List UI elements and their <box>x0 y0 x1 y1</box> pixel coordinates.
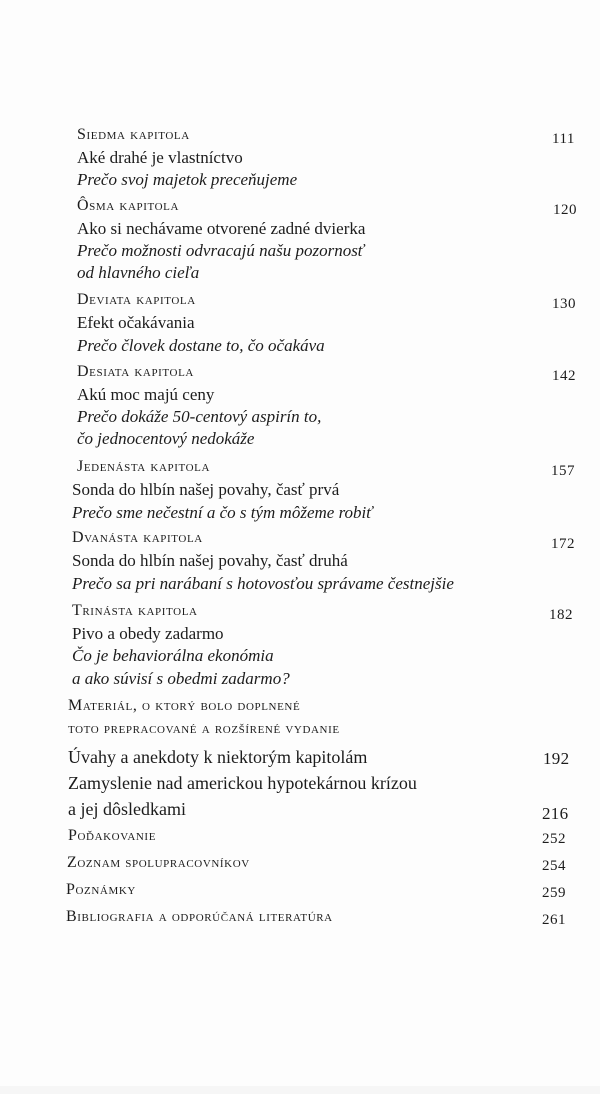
chapter-title: Ako si nechávame otvorené zadné dvierka <box>77 219 366 238</box>
chapter-heading: Jedenásta kapitola <box>77 458 210 475</box>
chapter-subtitle: od hlavného cieľa <box>77 263 200 282</box>
back-matter-title: Poďakovanie <box>68 827 157 844</box>
chapter-heading: Ôsma kapitola <box>77 197 179 214</box>
page-number: 259 <box>542 885 566 901</box>
chapter-subtitle: Prečo človek dostane to, čo očakáva <box>77 336 325 355</box>
chapter-title: Pivo a obedy zadarmo <box>72 624 224 643</box>
appendix-heading: Materiál, o ktorý bolo doplnené <box>68 697 301 714</box>
chapter-subtitle: Prečo sa pri narábaní s hotovosťou správame čestnejšie <box>72 574 454 593</box>
chapter-title: Sonda do hlbín našej povahy, časť druhá <box>72 551 348 570</box>
chapter-title: Efekt očakávania <box>77 313 195 332</box>
page-number: 157 <box>551 463 575 479</box>
chapter-title: Aké drahé je vlastníctvo <box>77 148 243 167</box>
appendix-heading: toto prepracované a rozšírené vydanie <box>68 720 340 737</box>
page-number: 111 <box>552 131 575 147</box>
back-matter-title: Bibliografia a odporúčaná literatúra <box>66 908 333 925</box>
chapter-subtitle: čo jednocentový nedokáže <box>77 429 255 448</box>
chapter-subtitle: Prečo svoj majetok preceňujeme <box>77 170 298 189</box>
page-number: 142 <box>552 368 576 384</box>
chapter-title: Akú moc majú ceny <box>77 385 215 404</box>
chapter-subtitle: Prečo dokáže 50-centový aspirín to, <box>77 407 322 426</box>
appendix-item-title: a jej dôsledkami <box>68 799 186 819</box>
page-number: 216 <box>542 804 569 823</box>
page-number: 254 <box>542 858 566 874</box>
chapter-subtitle: a ako súvisí s obedmi zadarmo? <box>72 669 290 688</box>
appendix-item-title: Zamyslenie nad americkou hypotekárnou krízou <box>68 773 417 793</box>
back-matter-title: Poznámky <box>66 881 136 898</box>
chapter-title: Sonda do hlbín našej povahy, časť prvá <box>72 480 340 499</box>
page-number: 130 <box>552 296 576 312</box>
page-number: 182 <box>549 607 573 623</box>
page-number: 252 <box>542 831 566 847</box>
page-number: 192 <box>543 749 570 768</box>
chapter-heading: Deviata kapitola <box>77 291 196 308</box>
appendix-item-title: Úvahy a anekdoty k niektorým kapitolám <box>68 747 368 767</box>
chapter-subtitle: Prečo možnosti odvracajú našu pozornosť <box>77 241 364 260</box>
chapter-heading: Dvanásta kapitola <box>72 529 203 546</box>
page-number: 172 <box>551 536 575 552</box>
chapter-heading: Trinásta kapitola <box>72 602 198 619</box>
page-number: 261 <box>542 912 566 928</box>
chapter-heading: Desiata kapitola <box>77 363 194 380</box>
chapter-heading: Siedma kapitola <box>77 126 190 143</box>
chapter-subtitle: Čo je behaviorálna ekonómia <box>72 646 274 665</box>
chapter-subtitle: Prečo sme nečestní a čo s tým môžeme robiť <box>72 503 373 522</box>
back-matter-title: Zoznam spolupracovníkov <box>67 854 250 871</box>
page-number: 120 <box>553 202 577 218</box>
page-bottom-edge <box>0 1086 600 1094</box>
